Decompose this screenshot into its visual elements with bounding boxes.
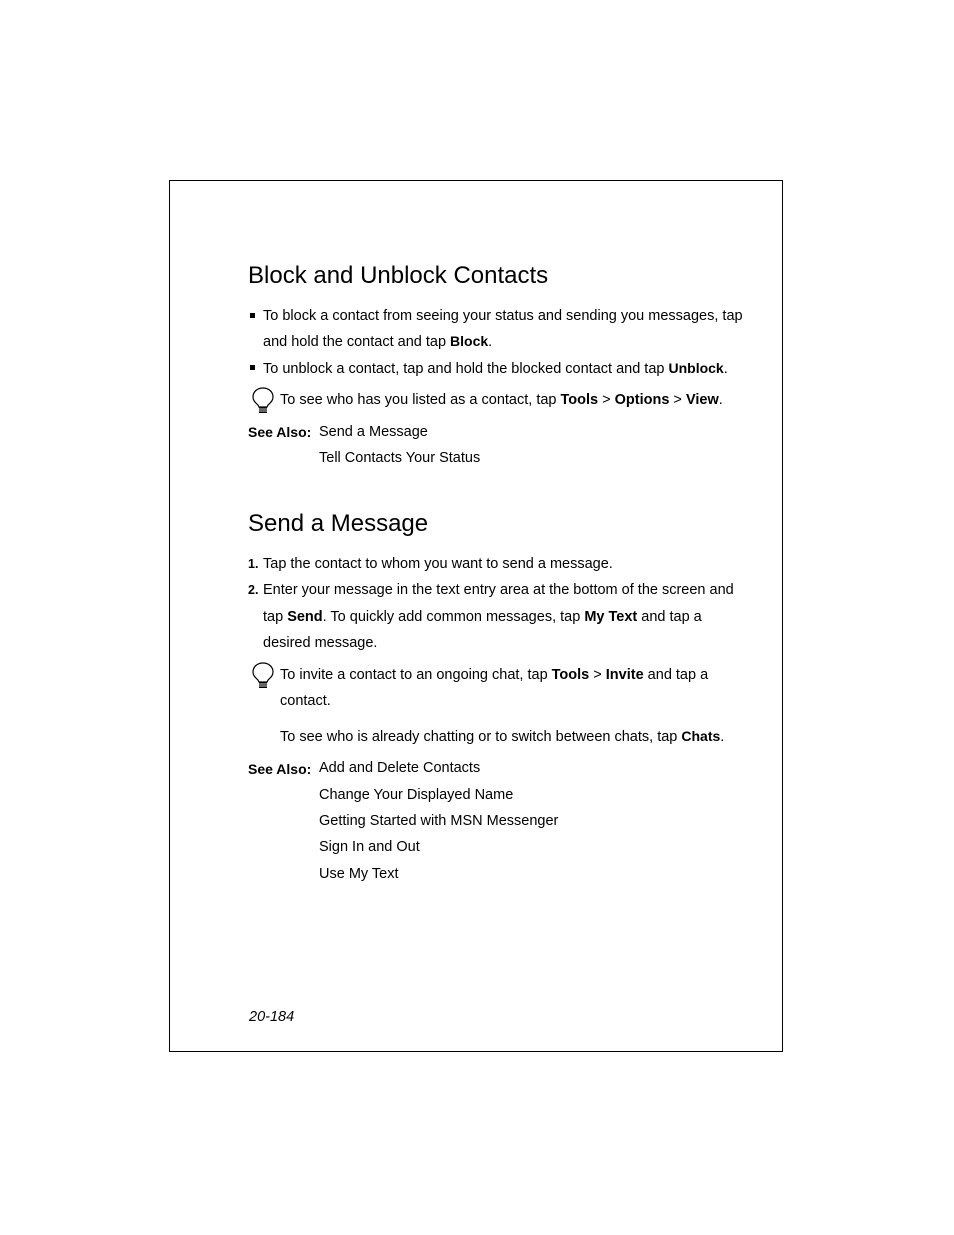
bullet-marker: [250, 365, 255, 370]
step-text-line1: Enter your message in the text entry area at the bottom of the screen and: [263, 582, 734, 598]
ui-term-unblock: Unblock: [668, 360, 724, 376]
tip-text-invite-line1: To invite a contact to an ongoing chat, tap Tools > Invite and tap a: [280, 667, 709, 683]
see-also-link[interactable]: Send a Message: [319, 424, 428, 440]
lightbulb-tip-icon: [251, 661, 275, 691]
step-number: 2.: [248, 583, 259, 597]
step-text: Tap the contact to whom you want to send a message.: [263, 556, 613, 572]
see-also-link[interactable]: Sign In and Out: [319, 839, 420, 855]
see-also-link[interactable]: Getting Started with MSN Messenger: [319, 813, 559, 829]
step-number: 1.: [248, 557, 259, 571]
bullet-text-unblock: To unblock a contact, tap and hold the blocked contact and tap Unblock.: [263, 360, 728, 377]
ui-term-block: Block: [450, 333, 489, 349]
bullet-marker: [250, 313, 255, 318]
see-also-link[interactable]: Use My Text: [319, 866, 399, 882]
tip-text-invite-line2: contact.: [280, 693, 331, 709]
step-text-line3: desired message.: [263, 635, 378, 651]
tip-text-chats: To see who is already chatting or to switch between chats, tap Chats.: [280, 728, 725, 745]
see-also-label: See Also:: [248, 424, 312, 440]
see-also-link[interactable]: Add and Delete Contacts: [319, 760, 481, 776]
see-also-link[interactable]: Tell Contacts Your Status: [319, 450, 481, 466]
see-also-label: See Also:: [248, 761, 312, 777]
section-title-block-unblock: Block and Unblock Contacts: [248, 262, 549, 289]
page-number: 20-184: [249, 1009, 295, 1025]
section-title-send-message: Send a Message: [248, 510, 429, 537]
see-also-link[interactable]: Change Your Displayed Name: [319, 787, 514, 803]
bullet-text-block-line1: To block a contact from seeing your status and sending you messages, tap: [263, 308, 743, 324]
step-text-line2: tap Send. To quickly add common messages, tap My Text and tap a: [263, 609, 702, 625]
tip-text-see-listed: To see who has you listed as a contact, tap Tools > Options > View.: [280, 392, 723, 408]
bullet-text-block-line2: and hold the contact and tap Block.: [263, 333, 493, 350]
lightbulb-tip-icon: [251, 386, 275, 416]
